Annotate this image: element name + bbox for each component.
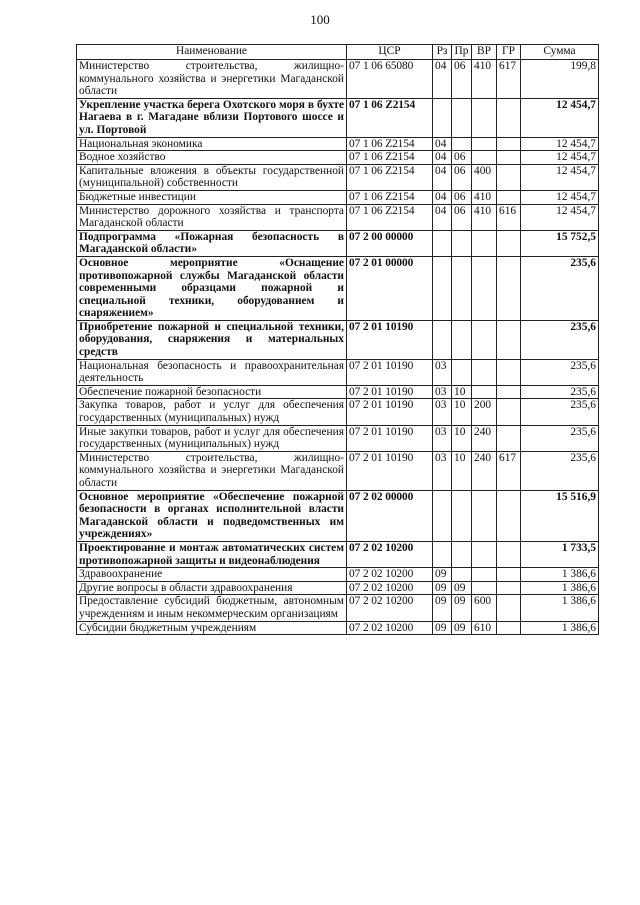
cell-gr (497, 359, 521, 385)
cell-rz: 09 (433, 595, 452, 621)
table-row (77, 595, 599, 621)
table-row (77, 60, 599, 99)
cell-gr (497, 399, 521, 425)
cell-gr (497, 137, 521, 151)
cell-sum: 15 752,5 (521, 230, 599, 256)
cell-sum: 1 386,6 (521, 595, 599, 621)
cell-pr (452, 230, 472, 256)
cell-name: Министерство строительства, жилищно-коммунального хозяйства и энергетики Магаданской области (77, 60, 347, 99)
cell-pr: 06 (452, 151, 472, 165)
cell-vr: 200 (472, 399, 497, 425)
cell-vr (472, 568, 497, 582)
cell-rz: 03 (433, 385, 452, 399)
table-row (77, 151, 599, 165)
cell-sum: 235,6 (521, 399, 599, 425)
cell-gr (497, 568, 521, 582)
header-rz: Рз (433, 45, 452, 60)
cell-sum: 12 454,7 (521, 137, 599, 151)
cell-gr (497, 151, 521, 165)
cell-sum: 235,6 (521, 385, 599, 399)
cell-name: Проектирование и монтаж автоматических систем противопожарной защиты и видеонаблюдения (77, 541, 347, 567)
table-row (77, 425, 599, 451)
cell-sum: 15 516,9 (521, 490, 599, 541)
cell-csr: 07 2 02 10200 (347, 595, 433, 621)
cell-csr: 07 2 01 00000 (347, 256, 433, 320)
header-gr: ГР (497, 45, 521, 60)
cell-rz: 04 (433, 190, 452, 204)
cell-name: Бюджетные инвестиции (77, 190, 347, 204)
cell-pr (452, 137, 472, 151)
cell-csr: 07 1 06 Z2154 (347, 190, 433, 204)
cell-vr (472, 151, 497, 165)
cell-pr: 06 (452, 60, 472, 99)
cell-gr: 617 (497, 451, 521, 490)
cell-vr (472, 490, 497, 541)
cell-pr (452, 359, 472, 385)
cell-sum: 235,6 (521, 451, 599, 490)
cell-pr (452, 541, 472, 567)
cell-csr: 07 2 01 10190 (347, 425, 433, 451)
cell-gr (497, 581, 521, 595)
cell-vr (472, 320, 497, 359)
cell-csr: 07 2 01 10190 (347, 385, 433, 399)
cell-csr: 07 1 06 Z2154 (347, 137, 433, 151)
cell-pr: 06 (452, 204, 472, 230)
cell-vr: 240 (472, 425, 497, 451)
cell-sum: 12 454,7 (521, 151, 599, 165)
cell-pr (452, 320, 472, 359)
cell-rz: 09 (433, 621, 452, 635)
cell-gr: 616 (497, 204, 521, 230)
table-row (77, 385, 599, 399)
cell-pr (452, 98, 472, 137)
cell-gr (497, 541, 521, 567)
cell-name: Здравоохранение (77, 568, 347, 582)
page-number: 100 (310, 12, 330, 27)
cell-name: Национальная безопасность и правоохранительная деятельность (77, 359, 347, 385)
table-row (77, 451, 599, 490)
table-row (77, 137, 599, 151)
cell-sum: 1 386,6 (521, 621, 599, 635)
table-row (77, 230, 599, 256)
cell-pr: 10 (452, 399, 472, 425)
cell-csr: 07 2 02 00000 (347, 490, 433, 541)
table-row (77, 98, 599, 137)
cell-name: Другие вопросы в области здравоохранения (77, 581, 347, 595)
cell-pr: 06 (452, 164, 472, 190)
cell-name: Закупка товаров, работ и услуг для обеспечения государственных (муниципальных) нужд (77, 399, 347, 425)
cell-vr: 400 (472, 164, 497, 190)
cell-csr: 07 2 01 10190 (347, 320, 433, 359)
cell-sum: 12 454,7 (521, 98, 599, 137)
header-sum: Сумма (521, 45, 599, 60)
cell-rz (433, 98, 452, 137)
cell-gr (497, 190, 521, 204)
header-pr: Пр (452, 45, 472, 60)
table-row (77, 190, 599, 204)
cell-csr: 07 1 06 Z2154 (347, 164, 433, 190)
cell-sum: 199,8 (521, 60, 599, 99)
cell-gr (497, 621, 521, 635)
cell-rz (433, 541, 452, 567)
cell-vr (472, 581, 497, 595)
cell-pr: 10 (452, 451, 472, 490)
cell-vr (472, 359, 497, 385)
header-name: Наименование (77, 45, 347, 60)
table-row (77, 359, 599, 385)
cell-csr: 07 2 02 10200 (347, 541, 433, 567)
cell-name: Национальная экономика (77, 137, 347, 151)
cell-name: Обеспечение пожарной безопасности (77, 385, 347, 399)
cell-gr (497, 425, 521, 451)
cell-pr: 09 (452, 621, 472, 635)
cell-rz: 04 (433, 151, 452, 165)
cell-vr (472, 98, 497, 137)
header-vr: ВР (472, 45, 497, 60)
cell-name: Основное мероприятие «Оснащение противопожарной службы Магаданской области современными образцами пожарной и специальной техники, оборудованием и снаряжением» (77, 256, 347, 320)
cell-pr: 09 (452, 595, 472, 621)
cell-csr: 07 2 02 10200 (347, 621, 433, 635)
cell-rz: 03 (433, 399, 452, 425)
cell-csr: 07 2 01 10190 (347, 399, 433, 425)
table-row (77, 621, 599, 635)
cell-vr: 600 (472, 595, 497, 621)
table-row (77, 541, 599, 567)
budget-table (76, 44, 599, 635)
cell-pr: 10 (452, 425, 472, 451)
cell-sum: 1 386,6 (521, 581, 599, 595)
cell-sum: 235,6 (521, 425, 599, 451)
cell-gr (497, 320, 521, 359)
cell-gr (497, 595, 521, 621)
cell-csr: 07 1 06 Z2154 (347, 98, 433, 137)
cell-csr: 07 1 06 65080 (347, 60, 433, 99)
cell-vr (472, 230, 497, 256)
cell-gr (497, 230, 521, 256)
cell-vr (472, 256, 497, 320)
cell-pr (452, 568, 472, 582)
cell-sum: 12 454,7 (521, 190, 599, 204)
cell-name: Министерство дорожного хозяйства и транспорта Магаданской области (77, 204, 347, 230)
cell-gr (497, 98, 521, 137)
cell-pr (452, 490, 472, 541)
cell-rz: 09 (433, 568, 452, 582)
table-row (77, 320, 599, 359)
cell-name: Капитальные вложения в объекты государственной (муниципальной) собственности (77, 164, 347, 190)
cell-sum: 235,6 (521, 359, 599, 385)
cell-name: Субсидии бюджетным учреждениям (77, 621, 347, 635)
table-row (77, 204, 599, 230)
table-row (77, 581, 599, 595)
cell-rz: 04 (433, 137, 452, 151)
cell-rz: 04 (433, 60, 452, 99)
cell-sum: 235,6 (521, 320, 599, 359)
cell-pr: 10 (452, 385, 472, 399)
cell-pr: 09 (452, 581, 472, 595)
cell-rz (433, 490, 452, 541)
cell-gr (497, 490, 521, 541)
cell-rz: 04 (433, 164, 452, 190)
cell-vr: 410 (472, 204, 497, 230)
cell-vr: 240 (472, 451, 497, 490)
cell-rz: 03 (433, 425, 452, 451)
table-row (77, 256, 599, 320)
cell-pr: 06 (452, 190, 472, 204)
cell-csr: 07 2 01 10190 (347, 451, 433, 490)
cell-name: Предоставление субсидий бюджетным, автономным учреждениям и иным некоммерческим организациям (77, 595, 347, 621)
cell-csr: 07 2 02 10200 (347, 581, 433, 595)
cell-gr (497, 385, 521, 399)
cell-name: Подпрограмма «Пожарная безопасность в Магаданской области» (77, 230, 347, 256)
cell-rz: 04 (433, 204, 452, 230)
cell-rz: 09 (433, 581, 452, 595)
cell-rz (433, 230, 452, 256)
cell-gr: 617 (497, 60, 521, 99)
cell-name: Приобретение пожарной и специальной техники, оборудования, снаряжения и материальных средств (77, 320, 347, 359)
header-csr: ЦСР (347, 45, 433, 60)
cell-rz (433, 320, 452, 359)
cell-csr: 07 2 02 10200 (347, 568, 433, 582)
cell-rz: 03 (433, 451, 452, 490)
cell-sum: 1 733,5 (521, 541, 599, 567)
cell-vr (472, 137, 497, 151)
cell-name: Основное мероприятие «Обеспечение пожарной безопасности в органах исполнительной власти Магаданской области и подведомственных им учреждениях» (77, 490, 347, 541)
table-row (77, 164, 599, 190)
cell-rz (433, 256, 452, 320)
cell-vr: 410 (472, 60, 497, 99)
table-header-row (77, 45, 599, 60)
cell-csr: 07 1 06 Z2154 (347, 151, 433, 165)
cell-vr (472, 385, 497, 399)
cell-sum: 12 454,7 (521, 204, 599, 230)
cell-gr (497, 164, 521, 190)
cell-sum: 1 386,6 (521, 568, 599, 582)
cell-vr (472, 541, 497, 567)
cell-name: Министерство строительства, жилищно-коммунального хозяйства и энергетики Магаданской области (77, 451, 347, 490)
cell-vr: 410 (472, 190, 497, 204)
cell-name: Водное хозяйство (77, 151, 347, 165)
cell-csr: 07 1 06 Z2154 (347, 204, 433, 230)
cell-pr (452, 256, 472, 320)
cell-name: Иные закупки товаров, работ и услуг для обеспечения государственных (муниципальных) нужд (77, 425, 347, 451)
table-row (77, 399, 599, 425)
cell-rz: 03 (433, 359, 452, 385)
cell-csr: 07 2 01 10190 (347, 359, 433, 385)
cell-sum: 235,6 (521, 256, 599, 320)
cell-sum: 12 454,7 (521, 164, 599, 190)
cell-name: Укрепление участка берега Охотского моря в бухте Нагаева в г. Магадане вблизи Портового шоссе и ул. Портовой (77, 98, 347, 137)
table-row (77, 490, 599, 541)
cell-csr: 07 2 00 00000 (347, 230, 433, 256)
cell-vr: 610 (472, 621, 497, 635)
cell-gr (497, 256, 521, 320)
table-row (77, 568, 599, 582)
